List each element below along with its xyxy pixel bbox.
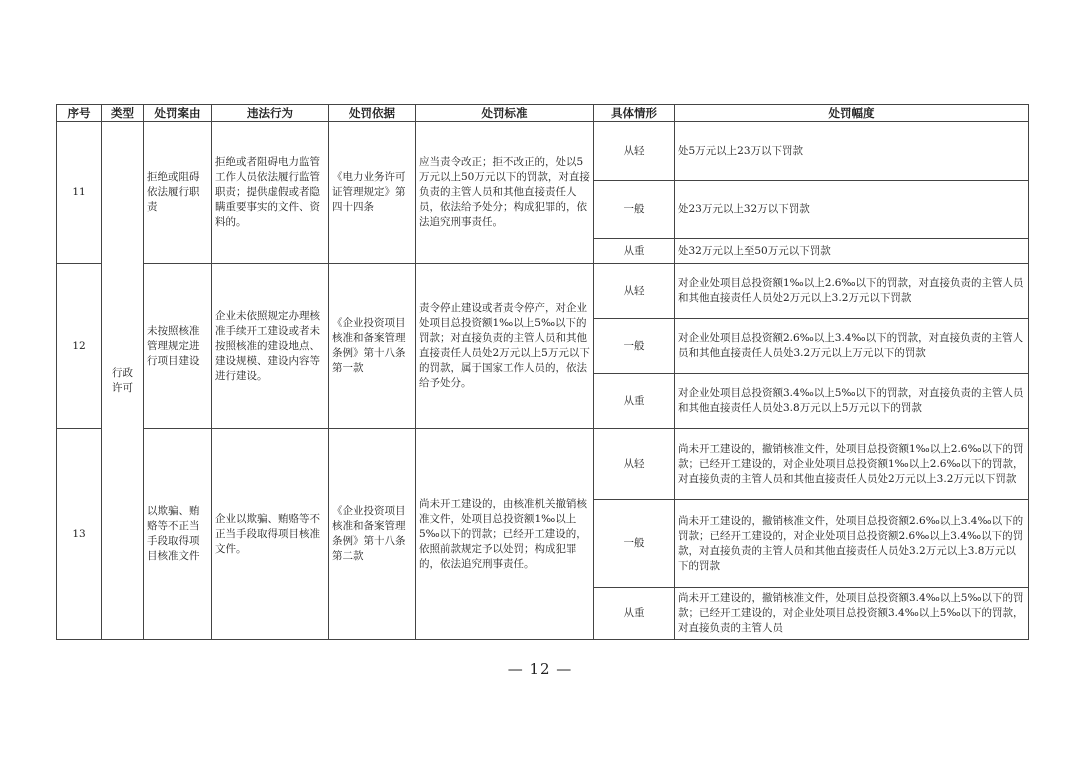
page-number: — 12 — xyxy=(507,660,573,678)
situation-cell: 一般 xyxy=(594,181,675,239)
standard-cell: 尚未开工建设的，由核准机关撤销核准文件，处项目总投资额1‰以上5‰以下的罚款；已经开工建设的，依照前款规定予以处罚；构成犯罪的，依法追究刑事责任。 xyxy=(416,429,594,640)
situation-cell: 从重 xyxy=(594,588,675,640)
table-row xyxy=(57,429,1029,500)
violation-cell: 企业未依照规定办理核准手续开工建设或者未按照核准的建设地点、建设规模、建设内容等进行建设。 xyxy=(212,264,329,429)
basis-cell: 《企业投资项目核准和备案管理条例》第十八条第一款 xyxy=(329,264,416,429)
range-cell: 处23万元以上32万以下罚款 xyxy=(675,181,1029,239)
row-number: 13 xyxy=(57,429,102,640)
penalty-table xyxy=(56,104,1029,640)
header-situation: 具体情形 xyxy=(594,105,675,122)
range-cell: 尚未开工建设的，撤销核准文件，处项目总投资额3.4‰以上5‰以下的罚款；已经开工建设的，对企业处项目总投资额3.4‰以上5‰以下的罚款，对直接负责的主管人员 xyxy=(675,588,1029,640)
cause-cell: 未按照核准管理规定进行项目建设 xyxy=(144,264,212,429)
violation-cell: 拒绝或者阻碍电力监管工作人员依法履行监管职责；提供虚假或者隐瞒重要事实的文件、资料的。 xyxy=(212,122,329,264)
range-cell: 处32万元以上至50万元以下罚款 xyxy=(675,239,1029,264)
situation-cell: 一般 xyxy=(594,319,675,374)
range-cell: 尚未开工建设的，撤销核准文件，处项目总投资额1‰以上2.6‰以下的罚款；已经开工建设的，对企业处项目总投资额1‰以上2.6‰以下的罚款，对直接负责的主管人员和其他直接责任人员处2万元以上3.2万元以下罚款 xyxy=(675,429,1029,500)
standard-cell: 责令停止建设或者责令停产，对企业处项目总投资额1‰以上5‰以下的罚款；对直接负责的主管人员和其他直接责任人员处2万元以上5万元以下的罚款，属于国家工作人员的，依法给予处分。 xyxy=(416,264,594,429)
cause-cell: 拒绝或阻碍依法履行职责 xyxy=(144,122,212,264)
situation-cell: 从重 xyxy=(594,239,675,264)
situation-cell: 从重 xyxy=(594,374,675,429)
range-cell: 对企业处项目总投资额1‰以上2.6‰以下的罚款，对直接负责的主管人员和其他直接责任人员处2万元以上3.2万元以下罚款 xyxy=(675,264,1029,319)
header-violation: 违法行为 xyxy=(212,105,329,122)
standard-cell: 应当责令改正；拒不改正的，处以5万元以上50万元以下的罚款，对直接负责的主管人员和其他直接责任人员，依法给予处分；构成犯罪的，依法追究刑事责任。 xyxy=(416,122,594,264)
header-cause: 处罚案由 xyxy=(144,105,212,122)
range-cell: 对企业处项目总投资额3.4‰以上5‰以下的罚款，对直接负责的主管人员和其他直接责任人员处3.8万元以上5万元以下的罚款 xyxy=(675,374,1029,429)
header-basis: 处罚依据 xyxy=(329,105,416,122)
situation-cell: 一般 xyxy=(594,500,675,588)
violation-cell: 企业以欺骗、贿赂等不正当手段取得项目核准文件。 xyxy=(212,429,329,640)
header-no: 序号 xyxy=(57,105,102,122)
header-range: 处罚幅度 xyxy=(675,105,1029,122)
situation-cell: 从轻 xyxy=(594,122,675,181)
cause-cell: 以欺骗、贿赂等不正当手段取得项目核准文件 xyxy=(144,429,212,640)
row-number: 11 xyxy=(57,122,102,264)
situation-cell: 从轻 xyxy=(594,429,675,500)
situation-cell: 从轻 xyxy=(594,264,675,319)
table-row xyxy=(57,264,1029,319)
basis-cell: 《电力业务许可证管理规定》第四十四条 xyxy=(329,122,416,264)
header-standard: 处罚标准 xyxy=(416,105,594,122)
range-cell: 对企业处项目总投资额2.6‰以上3.4‰以下的罚款，对直接负责的主管人员和其他直接责任人员处3.2万元以上万元以下的罚款 xyxy=(675,319,1029,374)
table-header-row xyxy=(57,105,1029,122)
basis-cell: 《企业投资项目核准和备案管理条例》第十八条第二款 xyxy=(329,429,416,640)
type-cell: 行政许可 xyxy=(102,122,144,640)
row-number: 12 xyxy=(57,264,102,429)
header-type: 类型 xyxy=(102,105,144,122)
table-row xyxy=(57,122,1029,181)
range-cell: 尚未开工建设的，撤销核准文件，处项目总投资额2.6‰以上3.4‰以下的罚款；已经开工建设的，对企业处项目总投资额2.6‰以上3.4‰以下的罚款，对直接负责的主管人员和其他直接责任人员处3.2万元以上3.8万元以下的罚款 xyxy=(675,500,1029,588)
range-cell: 处5万元以上23万以下罚款 xyxy=(675,122,1029,181)
